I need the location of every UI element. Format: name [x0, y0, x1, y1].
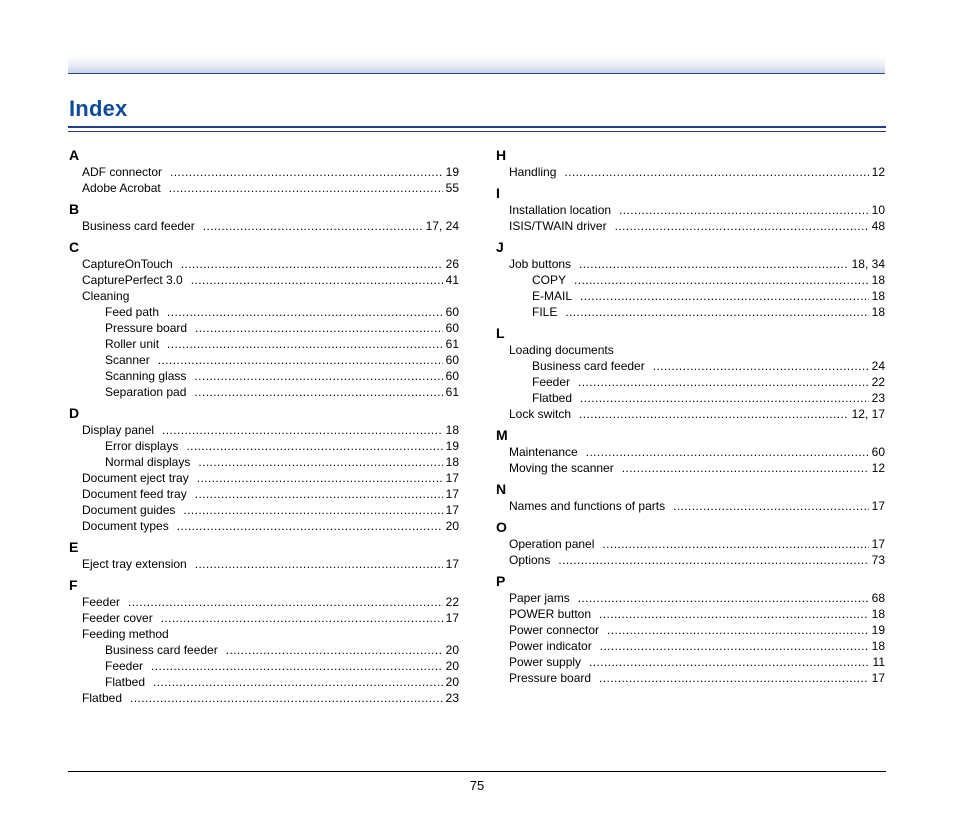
entry-term: Power connector [509, 623, 600, 637]
index-entry[interactable] [495, 202, 886, 218]
entry-page-ref[interactable]: 26 [445, 257, 459, 271]
entry-page-ref[interactable]: 19 [445, 439, 459, 453]
entry-page-ref[interactable]: 22 [445, 595, 459, 609]
entry-page-ref[interactable]: 61 [445, 385, 459, 399]
dot-leader [565, 304, 868, 320]
index-entry[interactable] [68, 674, 460, 690]
entry-page-ref[interactable]: 19 [871, 623, 885, 637]
entry-term: Flatbed [532, 391, 573, 405]
entry-term: Flatbed [105, 675, 146, 689]
index-entry[interactable] [495, 460, 886, 476]
entry-page-ref[interactable]: 12, 17 [851, 407, 885, 421]
index-entry[interactable] [495, 638, 886, 654]
entry-term: Feed path [105, 305, 160, 319]
index-entry[interactable] [495, 654, 886, 670]
index-entry[interactable] [495, 590, 886, 606]
dot-leader [194, 384, 442, 400]
index-entry[interactable] [68, 288, 460, 304]
entry-page-ref[interactable]: 23 [445, 691, 459, 705]
index-entry[interactable] [495, 218, 886, 234]
dot-leader [169, 180, 443, 196]
entry-term: Feeder [105, 659, 144, 673]
entry-term: COPY [532, 273, 567, 287]
index-column-right [495, 146, 886, 686]
index-entry[interactable] [68, 518, 460, 534]
index-entry[interactable] [68, 594, 460, 610]
dot-leader [130, 690, 443, 706]
index-entry[interactable] [495, 552, 886, 568]
entry-page-ref[interactable]: 55 [445, 181, 459, 195]
section-letter: D [69, 405, 80, 421]
index-entry[interactable] [495, 622, 886, 638]
dot-leader [653, 358, 869, 374]
index-entry[interactable] [495, 288, 886, 304]
dot-leader [558, 552, 868, 568]
section-letter: A [69, 147, 80, 163]
index-section-j [495, 238, 886, 320]
entry-term: Operation panel [509, 537, 595, 551]
index-entry[interactable] [68, 658, 460, 674]
dot-leader [195, 320, 443, 336]
entry-term: Flatbed [82, 691, 123, 705]
dot-leader [226, 642, 443, 658]
entry-term: Maintenance [509, 445, 578, 459]
index-section-l [495, 324, 886, 422]
entry-term: Scanning glass [105, 369, 187, 383]
entry-page-ref[interactable]: 18 [871, 607, 885, 621]
index-entry[interactable] [68, 642, 460, 658]
dot-leader [579, 406, 849, 422]
index-entry[interactable] [495, 358, 886, 374]
dot-leader [580, 390, 869, 406]
entry-term: Lock switch [509, 407, 572, 421]
entry-term: Adobe Acrobat [82, 181, 161, 195]
entry-term: CaptureOnTouch [82, 257, 173, 271]
section-letter: C [69, 239, 80, 255]
entry-term: Feeder [532, 375, 571, 389]
index-entry[interactable] [68, 626, 460, 642]
entry-page-ref[interactable]: 20 [445, 675, 459, 689]
entry-page-ref[interactable]: 11 [872, 655, 885, 669]
index-entry[interactable] [495, 498, 886, 514]
dot-leader [600, 638, 869, 654]
entry-page-ref[interactable]: 60 [445, 353, 459, 367]
entry-term: Business card feeder [105, 643, 218, 657]
index-entry[interactable] [495, 342, 886, 358]
dot-leader [599, 606, 869, 622]
section-letter: N [496, 481, 507, 497]
entry-term: Job buttons [509, 257, 572, 271]
index-column-left [68, 146, 460, 706]
index-entry[interactable] [495, 406, 886, 422]
section-letter: M [496, 427, 508, 443]
index-entry[interactable] [68, 164, 460, 180]
index-entry[interactable] [68, 438, 460, 454]
index-entry[interactable] [68, 256, 460, 272]
dot-leader [177, 518, 443, 534]
dot-leader [203, 218, 423, 234]
index-section-e [68, 538, 460, 572]
entry-term: ADF connector [82, 165, 163, 179]
dot-leader [599, 670, 869, 686]
index-section-f [68, 576, 460, 706]
dot-leader [167, 336, 443, 352]
title-rule-thin [68, 131, 886, 132]
entry-term: FILE [532, 305, 558, 319]
entry-term: E-MAIL [532, 289, 573, 303]
dot-leader [151, 658, 443, 674]
entry-page-ref[interactable]: 17 [445, 471, 459, 485]
entry-term: Handling [509, 165, 557, 179]
section-letter: I [496, 185, 500, 201]
index-entry[interactable] [495, 256, 886, 272]
dot-leader [580, 288, 869, 304]
dot-leader [195, 486, 443, 502]
index-entry[interactable] [495, 272, 886, 288]
index-entry[interactable] [68, 304, 460, 320]
index-entry[interactable] [495, 444, 886, 460]
entry-page-ref[interactable]: 12 [871, 165, 885, 179]
entry-term: Feeder [82, 595, 121, 609]
entry-page-ref[interactable]: 22 [871, 375, 885, 389]
entry-term: Options [509, 553, 551, 567]
entry-page-ref[interactable]: 12 [871, 461, 885, 475]
entry-page-ref[interactable]: 48 [871, 219, 885, 233]
dot-leader [602, 536, 868, 552]
index-section-h [495, 146, 886, 180]
index-entry[interactable] [68, 502, 460, 518]
dot-leader [162, 422, 443, 438]
dot-leader [197, 470, 443, 486]
index-entry[interactable] [68, 454, 460, 470]
dot-leader [615, 218, 869, 234]
dot-leader [673, 498, 869, 514]
dot-leader [574, 272, 869, 288]
entry-term: Business card feeder [532, 359, 645, 373]
entry-page-ref[interactable]: 17 [445, 557, 459, 571]
entry-term: Installation location [509, 203, 612, 217]
index-entry[interactable] [68, 368, 460, 384]
entry-term: Scanner [105, 353, 150, 367]
entry-term: POWER button [509, 607, 592, 621]
entry-page-ref[interactable]: 17 [871, 499, 885, 513]
entry-term: Normal displays [105, 455, 191, 469]
entry-page-ref[interactable]: 23 [871, 391, 885, 405]
index-entry[interactable] [68, 470, 460, 486]
index-entry[interactable] [68, 486, 460, 502]
section-letter: O [496, 519, 507, 535]
entry-page-ref[interactable]: 19 [445, 165, 459, 179]
entry-term: Power indicator [509, 639, 592, 653]
entry-term: Separation pad [105, 385, 187, 399]
dot-leader [579, 256, 849, 272]
index-entry[interactable] [68, 336, 460, 352]
dot-leader [153, 674, 443, 690]
footer-rule [68, 771, 886, 772]
entry-term: Error displays [105, 439, 179, 453]
dot-leader [181, 256, 443, 272]
entry-term: Pressure board [105, 321, 188, 335]
header-band [68, 56, 885, 74]
index-section-m [495, 426, 886, 476]
index-section-a [68, 146, 460, 196]
dot-leader [578, 374, 869, 390]
section-letter: L [496, 325, 505, 341]
entry-term: Feeding method [82, 627, 169, 641]
entry-term: Business card feeder [82, 219, 195, 233]
index-entry[interactable] [68, 384, 460, 400]
index-entry[interactable] [495, 164, 886, 180]
entry-page-ref[interactable]: 60 [871, 445, 885, 459]
entry-page-ref[interactable]: 60 [445, 305, 459, 319]
page-number: 75 [469, 778, 485, 793]
index-section-b [68, 200, 460, 234]
dot-leader [198, 454, 442, 470]
entry-page-ref[interactable]: 17 [445, 611, 459, 625]
dot-leader [186, 438, 442, 454]
section-letter: P [496, 573, 506, 589]
index-entry[interactable] [68, 320, 460, 336]
entry-page-ref[interactable]: 17 [445, 487, 459, 501]
entry-term: Document feed tray [82, 487, 187, 501]
dot-leader [195, 556, 443, 572]
index-section-i [495, 184, 886, 234]
section-letter: E [69, 539, 79, 555]
entry-page-ref[interactable]: 18 [871, 289, 885, 303]
index-entry[interactable] [68, 422, 460, 438]
entry-page-ref[interactable]: 60 [445, 321, 459, 335]
entry-term: Moving the scanner [509, 461, 614, 475]
index-entry[interactable] [68, 556, 460, 572]
index-entry[interactable] [495, 304, 886, 320]
dot-leader [194, 368, 442, 384]
section-letter: J [496, 239, 504, 255]
dot-leader [589, 654, 869, 670]
entry-term: Document eject tray [82, 471, 189, 485]
index-entry[interactable] [495, 606, 886, 622]
entry-page-ref[interactable]: 73 [871, 553, 885, 567]
entry-term: Document guides [82, 503, 176, 517]
section-letter: F [69, 577, 78, 593]
dot-leader [586, 444, 869, 460]
page-title: Index [69, 96, 128, 121]
index-entry[interactable] [495, 390, 886, 406]
entry-page-ref[interactable]: 61 [445, 337, 459, 351]
entry-term: Pressure board [509, 671, 592, 685]
entry-term: Eject tray extension [82, 557, 187, 571]
entry-page-ref[interactable]: 18 [445, 455, 459, 469]
dot-leader [191, 272, 443, 288]
dot-leader [578, 590, 869, 606]
entry-term: Power supply [509, 655, 582, 669]
index-entry[interactable] [68, 690, 460, 706]
entry-term: ISIS/TWAIN driver [509, 219, 607, 233]
entry-page-ref[interactable]: 10 [871, 203, 885, 217]
dot-leader [158, 352, 443, 368]
index-entry[interactable] [68, 610, 460, 626]
dot-leader [161, 610, 443, 626]
index-entry[interactable] [68, 272, 460, 288]
index-entry[interactable] [68, 352, 460, 368]
entry-page-ref[interactable]: 20 [445, 519, 459, 533]
entry-page-ref[interactable]: 18 [871, 639, 885, 653]
dot-leader [183, 502, 442, 518]
entry-page-ref[interactable]: 17, 24 [425, 219, 459, 233]
section-letter: H [496, 147, 507, 163]
dot-leader [607, 622, 869, 638]
entry-page-ref[interactable]: 17 [871, 671, 885, 685]
entry-page-ref[interactable]: 41 [445, 273, 459, 287]
dot-leader [622, 460, 869, 476]
index-entry[interactable] [68, 218, 460, 234]
index-entry[interactable] [68, 180, 460, 196]
entry-page-ref[interactable]: 18 [871, 305, 885, 319]
entry-term: Paper jams [509, 591, 570, 605]
entry-term: CapturePerfect 3.0 [82, 273, 183, 287]
entry-page-ref[interactable]: 60 [445, 369, 459, 383]
entry-page-ref[interactable]: 68 [871, 591, 885, 605]
dot-leader [128, 594, 443, 610]
section-letter: B [69, 201, 80, 217]
entry-page-ref[interactable]: 17 [445, 503, 459, 517]
entry-page-ref[interactable]: 24 [871, 359, 885, 373]
entry-page-ref[interactable]: 18 [445, 423, 459, 437]
index-section-c [68, 238, 460, 400]
index-entry[interactable] [495, 536, 886, 552]
entry-term: Feeder cover [82, 611, 153, 625]
entry-page-ref[interactable]: 20 [445, 659, 459, 673]
index-entry[interactable] [495, 670, 886, 686]
entry-page-ref[interactable]: 18, 34 [851, 257, 885, 271]
index-section-o [495, 518, 886, 568]
dot-leader [167, 304, 443, 320]
entry-term: Document types [82, 519, 169, 533]
index-entry[interactable] [495, 374, 886, 390]
entry-term: Display panel [82, 423, 155, 437]
entry-term: Loading documents [509, 343, 614, 357]
entry-term: Roller unit [105, 337, 160, 351]
index-section-p [495, 572, 886, 686]
entry-term: Names and functions of parts [509, 499, 666, 513]
entry-page-ref[interactable]: 20 [445, 643, 459, 657]
entry-page-ref[interactable]: 18 [871, 273, 885, 287]
dot-leader [619, 202, 869, 218]
dot-leader [564, 164, 868, 180]
entry-term: Cleaning [82, 289, 130, 303]
index-section-d [68, 404, 460, 534]
dot-leader [170, 164, 443, 180]
entry-page-ref[interactable]: 17 [871, 537, 885, 551]
title-rule [68, 126, 886, 128]
index-section-n [495, 480, 886, 514]
